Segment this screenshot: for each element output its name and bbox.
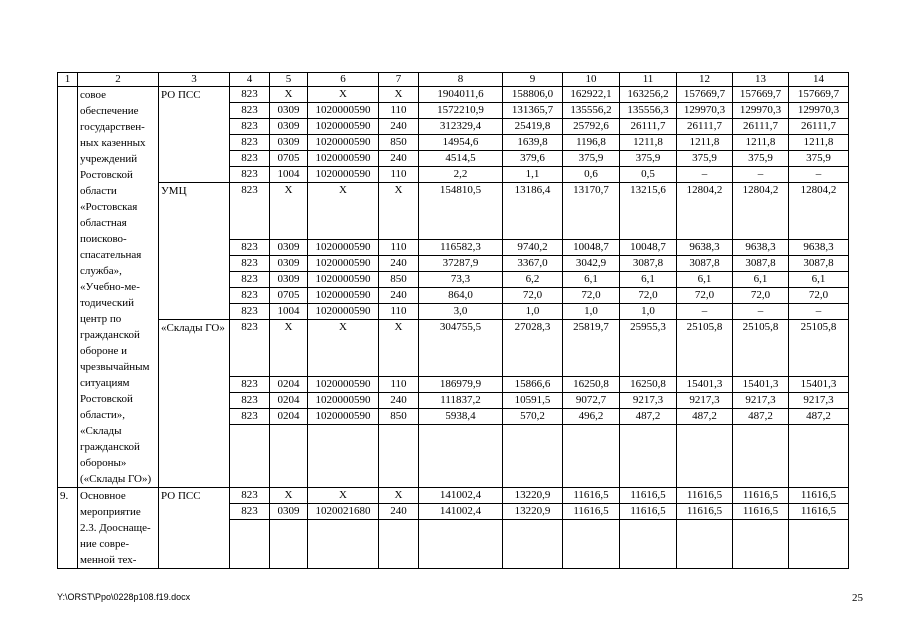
column-number: 1 [58, 73, 78, 87]
table-cell: 163256,2 [620, 87, 677, 103]
table-cell: 25792,6 [563, 119, 620, 135]
table-cell: 10048,7 [563, 240, 620, 256]
table-cell: 304755,5 [419, 320, 503, 377]
table-cell: 0309 [270, 272, 308, 288]
table-cell: X [270, 488, 308, 504]
table-cell: 72,0 [789, 288, 849, 304]
table-cell: X [379, 320, 419, 377]
table-cell: 3087,8 [677, 256, 733, 272]
table-cell: 1904011,6 [419, 87, 503, 103]
table-cell: 487,2 [789, 409, 849, 425]
table-cell: 110 [379, 240, 419, 256]
table-cell [677, 425, 733, 488]
table-cell: 375,9 [677, 151, 733, 167]
document-path: Y:\ORST\Ppo\0228p108.f19.docx [57, 592, 191, 602]
table-cell: 110 [379, 103, 419, 119]
table-cell [308, 425, 379, 488]
table-cell: – [677, 304, 733, 320]
table-cell: 10048,7 [620, 240, 677, 256]
column-number: 8 [419, 73, 503, 87]
table-cell: 864,0 [419, 288, 503, 304]
table-cell: 9638,3 [677, 240, 733, 256]
table-cell: – [733, 167, 789, 183]
table-cell: 11616,5 [677, 488, 733, 504]
column-number: 4 [230, 73, 270, 87]
table-cell: 15401,3 [789, 377, 849, 393]
table-cell: 375,9 [563, 151, 620, 167]
table-cell: 0,5 [620, 167, 677, 183]
table-cell: 15401,3 [733, 377, 789, 393]
table-cell: 1020000590 [308, 393, 379, 409]
table-cell: – [789, 304, 849, 320]
table-cell: 16250,8 [620, 377, 677, 393]
column-number: 5 [270, 73, 308, 87]
table-cell: 72,0 [503, 288, 563, 304]
table-cell: 1211,8 [789, 135, 849, 151]
table-cell: 13220,9 [503, 504, 563, 520]
table-cell [789, 425, 849, 488]
table-cell: 823 [230, 183, 270, 240]
table-cell: 15866,6 [503, 377, 563, 393]
table-cell: 1196,8 [563, 135, 620, 151]
table-cell: 0,6 [563, 167, 620, 183]
org-sklady-go: «Склады ГО» [159, 320, 230, 488]
table-cell: 157669,7 [733, 87, 789, 103]
table-cell: 823 [230, 504, 270, 520]
table-cell: 4514,5 [419, 151, 503, 167]
table-cell: 823 [230, 393, 270, 409]
table-cell [379, 520, 419, 569]
table-cell: 129970,3 [733, 103, 789, 119]
table-cell: 3087,8 [620, 256, 677, 272]
table-cell: 375,9 [733, 151, 789, 167]
table-cell: 0309 [270, 135, 308, 151]
table-cell: 0309 [270, 119, 308, 135]
table-cell: 1020000590 [308, 135, 379, 151]
table-cell: 11616,5 [620, 488, 677, 504]
table-cell: – [733, 304, 789, 320]
table-cell: 11616,5 [789, 488, 849, 504]
table-cell: 1020000590 [308, 377, 379, 393]
table-cell: 110 [379, 167, 419, 183]
table-cell: X [308, 320, 379, 377]
table-cell: 240 [379, 256, 419, 272]
table-cell: 129970,3 [677, 103, 733, 119]
table-cell: 240 [379, 288, 419, 304]
table-cell: 6,2 [503, 272, 563, 288]
table-cell: 141002,4 [419, 488, 503, 504]
table-cell: 375,9 [789, 151, 849, 167]
event-description: Основное мероприятие 2.3. Дооснащение современной тех- [78, 488, 159, 569]
table-cell: 9217,3 [733, 393, 789, 409]
table-cell: 6,1 [733, 272, 789, 288]
table-cell: 25955,3 [620, 320, 677, 377]
table-row [58, 183, 849, 240]
table-cell: 2,2 [419, 167, 503, 183]
table-cell: 3367,0 [503, 256, 563, 272]
table-cell: 1,1 [503, 167, 563, 183]
table-cell: 3,0 [419, 304, 503, 320]
table-cell: 823 [230, 409, 270, 425]
table-cell: 1,0 [563, 304, 620, 320]
table-cell: 823 [230, 377, 270, 393]
table-cell: 14954,6 [419, 135, 503, 151]
table-cell: 3087,8 [733, 256, 789, 272]
table-cell: 850 [379, 409, 419, 425]
table-cell: 25105,8 [789, 320, 849, 377]
table-cell: 1004 [270, 167, 308, 183]
table-cell: 27028,3 [503, 320, 563, 377]
table-cell [563, 520, 620, 569]
table-cell: X [308, 183, 379, 240]
table-cell: 823 [230, 288, 270, 304]
table-cell: 26111,7 [677, 119, 733, 135]
table-cell: 129970,3 [789, 103, 849, 119]
table-cell: 0309 [270, 504, 308, 520]
table-cell: 823 [230, 320, 270, 377]
table-cell [230, 425, 270, 488]
table-cell: X [308, 87, 379, 103]
column-number: 13 [733, 73, 789, 87]
table-cell [270, 425, 308, 488]
table-cell: 1020000590 [308, 272, 379, 288]
table-cell: 11616,5 [789, 504, 849, 520]
budget-table [57, 72, 849, 569]
table-cell: 823 [230, 304, 270, 320]
table-cell: 240 [379, 393, 419, 409]
table-cell: 823 [230, 488, 270, 504]
table-cell: 0204 [270, 377, 308, 393]
table-cell: 823 [230, 119, 270, 135]
table-cell [563, 425, 620, 488]
table-cell: 1020000590 [308, 103, 379, 119]
table-cell: 0309 [270, 240, 308, 256]
table-cell: 240 [379, 151, 419, 167]
table-cell: 11616,5 [620, 504, 677, 520]
table-cell: X [379, 87, 419, 103]
table-cell: 9217,3 [677, 393, 733, 409]
page-number: 25 [852, 592, 863, 604]
event-description: совое обеспечение государственных казенных учреждений Ростовской области «Ростовская областная поисково-спасательная служба», «Учебно-методический центр по гражданской обороне и чрезвычайным ситуациям Ростовской области», «Склады гражданской обороны» («Склады ГО») [78, 87, 159, 488]
table-cell: 73,3 [419, 272, 503, 288]
table-cell: 1020021680 [308, 504, 379, 520]
table-cell: 26111,7 [620, 119, 677, 135]
table-cell: 0705 [270, 151, 308, 167]
table-cell: 823 [230, 272, 270, 288]
table-cell [677, 520, 733, 569]
table-cell: 6,1 [677, 272, 733, 288]
table-cell: 0204 [270, 409, 308, 425]
table-cell: X [379, 488, 419, 504]
table-cell: 131365,7 [503, 103, 563, 119]
table-cell: 162922,1 [563, 87, 620, 103]
table-cell: 15401,3 [677, 377, 733, 393]
column-number: 6 [308, 73, 379, 87]
table-cell: 0204 [270, 393, 308, 409]
table-row [58, 488, 849, 504]
table-row [58, 320, 849, 377]
table-cell: 9740,2 [503, 240, 563, 256]
table-cell: 0705 [270, 288, 308, 304]
table-cell: 9072,7 [563, 393, 620, 409]
org-umc: УМЦ [159, 183, 230, 320]
table-cell: 1639,8 [503, 135, 563, 151]
table-cell: 375,9 [620, 151, 677, 167]
table-cell: 111837,2 [419, 393, 503, 409]
table-cell: 25819,7 [563, 320, 620, 377]
table-cell [620, 425, 677, 488]
table-cell: 1211,8 [677, 135, 733, 151]
table-cell: 25419,8 [503, 119, 563, 135]
table-cell [419, 425, 503, 488]
table-cell: 116582,3 [419, 240, 503, 256]
column-number-row [58, 73, 849, 87]
table-cell: 11616,5 [563, 488, 620, 504]
table-cell: 1211,8 [620, 135, 677, 151]
column-number: 2 [78, 73, 159, 87]
table-cell: 6,1 [620, 272, 677, 288]
table-cell: 1211,8 [733, 135, 789, 151]
table-cell: 3042,9 [563, 256, 620, 272]
table-cell: 13220,9 [503, 488, 563, 504]
table-cell [308, 520, 379, 569]
table-cell: 1020000590 [308, 304, 379, 320]
table-cell: 5938,4 [419, 409, 503, 425]
table-cell: 1,0 [620, 304, 677, 320]
table-cell: 158806,0 [503, 87, 563, 103]
table-cell: 1020000590 [308, 288, 379, 304]
table-cell: 135556,2 [563, 103, 620, 119]
table-cell [733, 520, 789, 569]
table-cell: 823 [230, 240, 270, 256]
table-cell: 1020000590 [308, 409, 379, 425]
table-cell: 11616,5 [733, 488, 789, 504]
table-cell: 1020000590 [308, 240, 379, 256]
table-cell: 379,6 [503, 151, 563, 167]
table-cell: 110 [379, 304, 419, 320]
table-cell: 72,0 [620, 288, 677, 304]
table-cell: X [308, 488, 379, 504]
table-cell: 13215,6 [620, 183, 677, 240]
table-cell: 487,2 [677, 409, 733, 425]
table-cell: X [379, 183, 419, 240]
table-cell: 13186,4 [503, 183, 563, 240]
column-number: 11 [620, 73, 677, 87]
table-cell: – [677, 167, 733, 183]
table-cell [503, 520, 563, 569]
column-number: 10 [563, 73, 620, 87]
table-cell: 72,0 [733, 288, 789, 304]
table-cell: 1,0 [503, 304, 563, 320]
column-number: 12 [677, 73, 733, 87]
table-cell: 312329,4 [419, 119, 503, 135]
table-cell [379, 425, 419, 488]
table-cell: 12804,2 [789, 183, 849, 240]
table-cell: 16250,8 [563, 377, 620, 393]
table-cell: 12804,2 [677, 183, 733, 240]
table-cell: 11616,5 [677, 504, 733, 520]
table-cell: 186979,9 [419, 377, 503, 393]
table-cell: 823 [230, 151, 270, 167]
table-cell: 10591,5 [503, 393, 563, 409]
table-cell: 0309 [270, 256, 308, 272]
table-cell: 3087,8 [789, 256, 849, 272]
table-cell: 1020000590 [308, 151, 379, 167]
table-cell: 26111,7 [789, 119, 849, 135]
table-cell: 11616,5 [733, 504, 789, 520]
table-cell: 110 [379, 377, 419, 393]
table-cell: 823 [230, 87, 270, 103]
table-cell: 823 [230, 167, 270, 183]
table-cell: 487,2 [620, 409, 677, 425]
table-cell [419, 520, 503, 569]
table-cell: 850 [379, 135, 419, 151]
table-cell: 72,0 [677, 288, 733, 304]
row-index-cell [58, 87, 78, 488]
table-row [58, 87, 849, 103]
table-cell: 823 [230, 135, 270, 151]
column-number: 14 [789, 73, 849, 87]
table-cell: 25105,8 [677, 320, 733, 377]
table-cell [733, 425, 789, 488]
table-cell: 9638,3 [733, 240, 789, 256]
table-cell: 157669,7 [677, 87, 733, 103]
table-cell: 12804,2 [733, 183, 789, 240]
table-cell: 1020000590 [308, 167, 379, 183]
table-cell: X [270, 87, 308, 103]
table-cell: X [270, 320, 308, 377]
table-cell: 823 [230, 103, 270, 119]
table-cell: 6,1 [563, 272, 620, 288]
table-cell: 9217,3 [789, 393, 849, 409]
table-cell: – [789, 167, 849, 183]
column-number: 3 [159, 73, 230, 87]
table-cell: 72,0 [563, 288, 620, 304]
table-cell: 9638,3 [789, 240, 849, 256]
table-cell: 25105,8 [733, 320, 789, 377]
table-cell: 1004 [270, 304, 308, 320]
table-cell: 240 [379, 119, 419, 135]
table-cell: 37287,9 [419, 256, 503, 272]
row-index-cell: 9. [58, 488, 78, 569]
table-cell: 240 [379, 504, 419, 520]
table-cell: 496,2 [563, 409, 620, 425]
table-cell: X [270, 183, 308, 240]
table-cell: 850 [379, 272, 419, 288]
table-cell: 1020000590 [308, 256, 379, 272]
table-cell: 0309 [270, 103, 308, 119]
table-cell: 135556,3 [620, 103, 677, 119]
table-cell: 141002,4 [419, 504, 503, 520]
table-cell: 13170,7 [563, 183, 620, 240]
table-cell: 26111,7 [733, 119, 789, 135]
table-cell: 9217,3 [620, 393, 677, 409]
org-pss: РО ПСС [159, 488, 230, 569]
table-cell: 11616,5 [563, 504, 620, 520]
column-number: 7 [379, 73, 419, 87]
table-cell: 1572210,9 [419, 103, 503, 119]
org-pss: РО ПСС [159, 87, 230, 183]
table-cell: 6,1 [789, 272, 849, 288]
table-cell [503, 425, 563, 488]
table-cell [620, 520, 677, 569]
table-cell [270, 520, 308, 569]
table-cell: 570,2 [503, 409, 563, 425]
table-cell: 823 [230, 256, 270, 272]
table-cell: 1020000590 [308, 119, 379, 135]
table-cell [789, 520, 849, 569]
table-cell [230, 520, 270, 569]
table-cell: 154810,5 [419, 183, 503, 240]
column-number: 9 [503, 73, 563, 87]
table-cell: 487,2 [733, 409, 789, 425]
table-cell: 157669,7 [789, 87, 849, 103]
